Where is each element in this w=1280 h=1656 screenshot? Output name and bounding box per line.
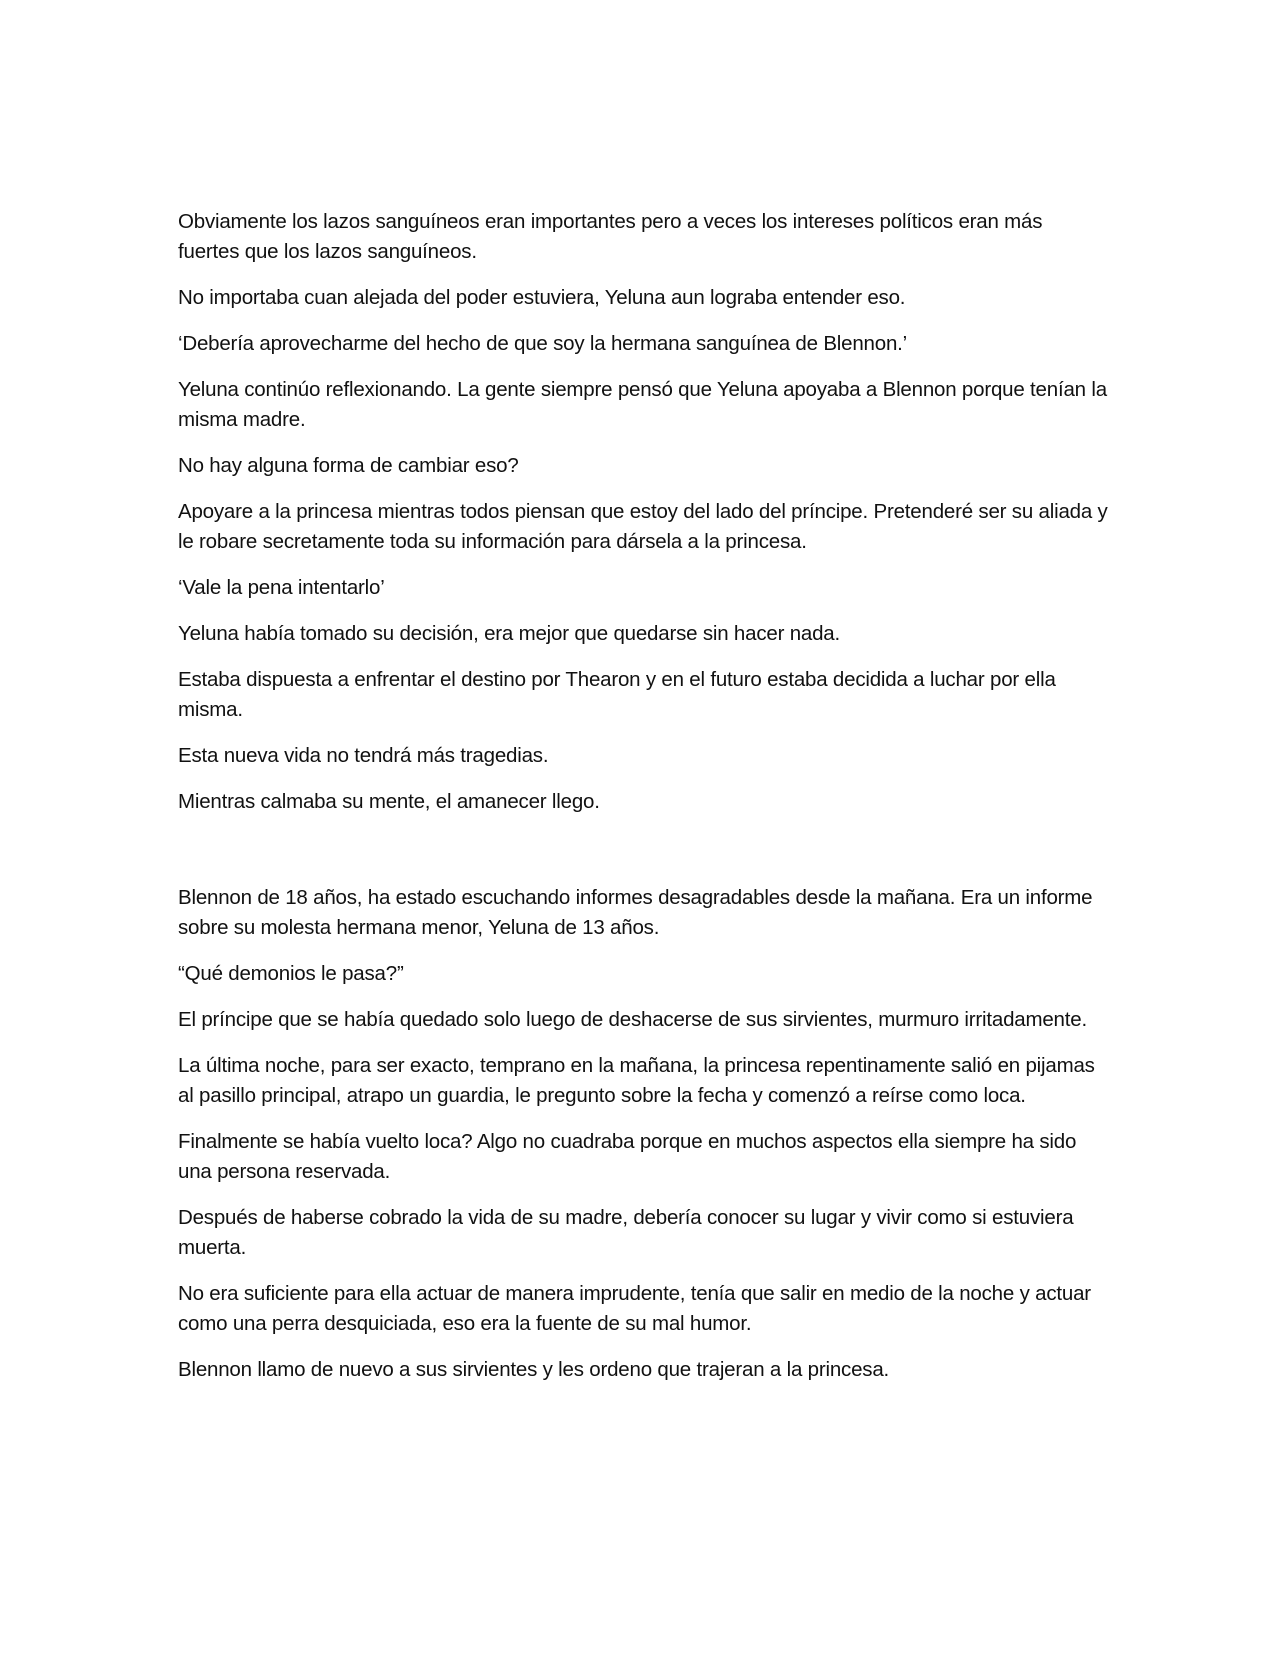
paragraph: ‘Debería aprovecharme del hecho de que soy la hermana sanguínea de Blennon.’: [178, 332, 907, 355]
paragraph: Esta nueva vida no tendrá más tragedias.: [178, 744, 549, 767]
paragraph: Mientras calmaba su mente, el amanecer llego.: [178, 790, 600, 813]
paragraph: “Qué demonios le pasa?”: [178, 962, 404, 985]
paragraph: La última noche, para ser exacto, temprano en la mañana, la princesa repentinamente salió en pijamas al pasillo principal, atrapo un guardia, le pregunto sobre la fecha y comenzó a reírse como loca.: [178, 1054, 1095, 1107]
paragraph: Finalmente se había vuelto loca? Algo no cuadraba porque en muchos aspectos ella siempre ha sido una persona reservada.: [178, 1130, 1077, 1183]
paragraph: Yeluna continúo reflexionando. La gente siempre pensó que Yeluna apoyaba a Blennon porque tenían la misma madre.: [178, 378, 1107, 431]
paragraph: Estaba dispuesta a enfrentar el destino por Thearon y en el futuro estaba decidida a luchar por ella misma.: [178, 668, 1056, 721]
paragraph: El príncipe que se había quedado solo luego de deshacerse de sus sirvientes, murmuro irritadamente.: [178, 1008, 1087, 1031]
paragraph: ‘Vale la pena intentarlo’: [178, 576, 385, 599]
paragraph: Blennon llamo de nuevo a sus sirvientes y les ordeno que trajeran a la princesa.: [178, 1358, 890, 1381]
text-section-2: [178, 883, 1108, 1401]
paragraph: Apoyare a la princesa mientras todos piensan que estoy del lado del príncipe. Pretenderé ser su aliada y le robare secretamente toda su información para dársela a la princesa.: [178, 500, 1108, 553]
paragraph: No importaba cuan alejada del poder estuviera, Yeluna aun lograba entender eso.: [178, 286, 906, 309]
paragraph: No hay alguna forma de cambiar eso?: [178, 454, 519, 477]
paragraph: Obviamente los lazos sanguíneos eran importantes pero a veces los intereses políticos eran más fuertes que los lazos sanguíneos.: [178, 210, 1043, 263]
paragraph: Yeluna había tomado su decisión, era mejor que quedarse sin hacer nada.: [178, 622, 840, 645]
paragraph: Blennon de 18 años, ha estado escuchando informes desagradables desde la mañana. Era un informe sobre su molesta hermana menor, Yeluna de 13 años.: [178, 886, 1093, 939]
paragraph: Después de haberse cobrado la vida de su madre, debería conocer su lugar y vivir como si estuviera muerta.: [178, 1206, 1074, 1259]
paragraph: No era suficiente para ella actuar de manera imprudente, tenía que salir en medio de la noche y actuar como una perra desquiciada, eso era la fuente de su mal humor.: [178, 1282, 1091, 1335]
text-section-1: [178, 207, 1108, 833]
